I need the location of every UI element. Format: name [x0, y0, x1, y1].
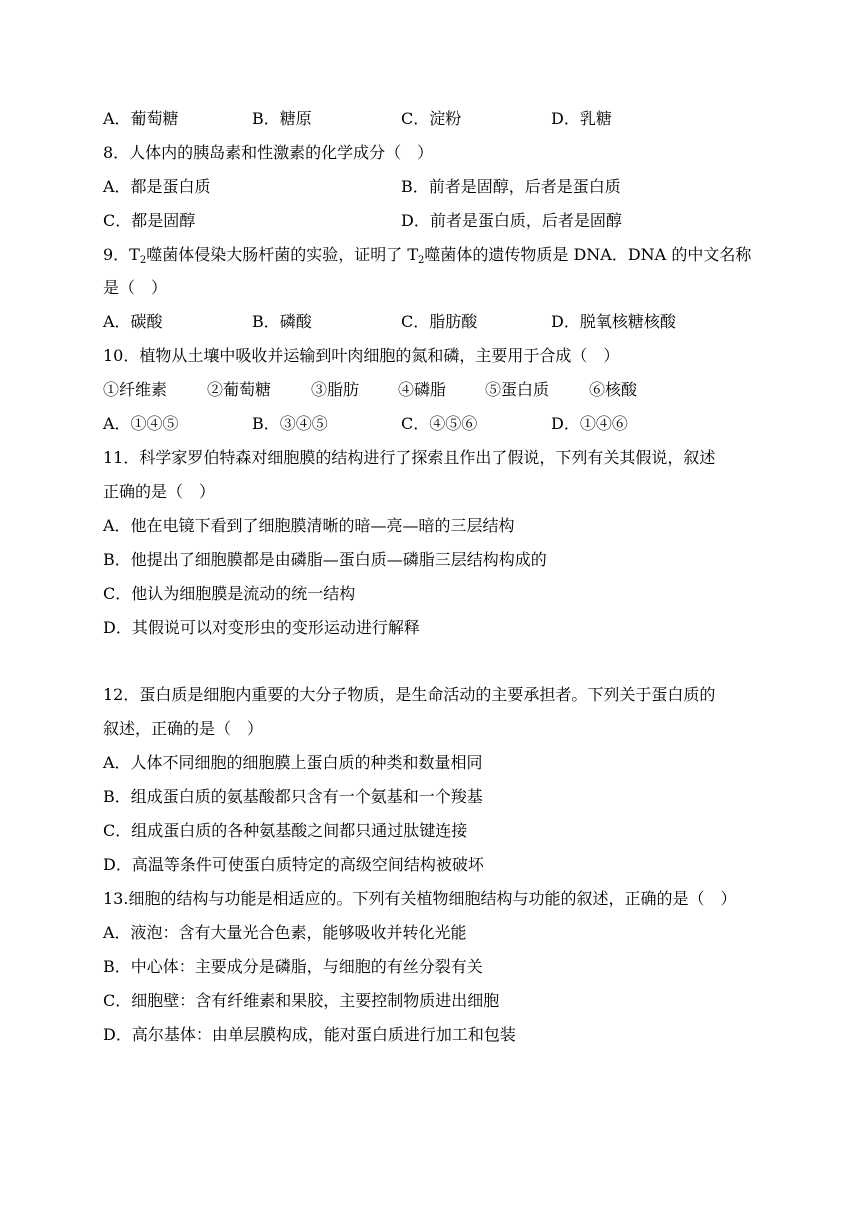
q7-option-c: C．淀粉: [401, 109, 462, 128]
q10-item-3: ③脂肪: [311, 380, 360, 399]
q9-stem-part-c: 噬菌体的遗传物质是 DNA．DNA 的中文名称: [424, 245, 752, 264]
q13-option-d: D．高尔基体：由单层膜构成，能对蛋白质进行加工和包装: [103, 1025, 516, 1044]
q12-stem-line2: 叙述，正确的是（ ）: [103, 719, 264, 738]
q10-item-2: ②葡萄糖: [207, 380, 272, 399]
q8-option-c: C．都是固醇: [103, 211, 196, 230]
q11-stem-line1: 11．科学家罗伯特森对细胞膜的结构进行了探索且作出了假说，下列有关其假说，叙述: [103, 448, 716, 467]
q7-option-a: A．葡萄糖: [103, 109, 179, 128]
q10-stem: 10．植物从土壤中吸收并运输到叶肉细胞的氮和磷，主要用于合成（ ）: [103, 346, 620, 365]
q11-option-c: C．他认为细胞膜是流动的统一结构: [103, 584, 356, 603]
q12-option-b: B．组成蛋白质的氨基酸都只含有一个氨基和一个羧基: [103, 787, 483, 806]
q10-option-a: A．①④⑤: [103, 414, 179, 433]
q11-option-d: D．其假说可以对变形虫的变形运动进行解释: [103, 618, 420, 637]
q9-option-c: C．脂肪酸: [401, 312, 478, 331]
q9-stem-part-b: 噬菌体侵染大肠杆菌的实验，证明了 T: [146, 245, 418, 264]
q7-option-d: D．乳糖: [551, 109, 612, 128]
q11-stem-line2: 正确的是（ ）: [103, 482, 216, 501]
q11-option-b: B．他提出了细胞膜都是由磷脂—蛋白质—磷脂三层结构构成的: [103, 550, 547, 569]
q10-item-4: ④磷脂: [398, 380, 447, 399]
q8-option-d: D．前者是蛋白质，后者是固醇: [401, 211, 622, 230]
q9-stem-part-a: 9．T: [103, 245, 140, 264]
q8-stem: 8．人体内的胰岛素和性激素的化学成分（ ）: [103, 143, 434, 162]
q8-option-b: B．前者是固醇，后者是蛋白质: [401, 177, 621, 196]
q9-stem-line2: 是（ ）: [103, 278, 168, 297]
q13-option-a: A．液泡：含有大量光合色素，能够吸收并转化光能: [103, 923, 467, 942]
q12-option-d: D．高温等条件可使蛋白质特定的高级空间结构被破坏: [103, 855, 484, 874]
q9-subscript-1: 2: [139, 255, 147, 266]
q10-item-6: ⑥核酸: [589, 380, 638, 399]
q10-option-d: D．①④⑥: [551, 414, 628, 433]
q9-option-d: D．脱氧核糖核酸: [551, 312, 676, 331]
q13-stem: 13.细胞的结构与功能是相适应的。下列有关植物细胞结构与功能的叙述，正确的是（ ）: [103, 889, 737, 908]
q9-option-b: B．磷酸: [252, 312, 312, 331]
q10-option-c: C．④⑤⑥: [401, 414, 478, 433]
q10-item-1: ①纤维素: [103, 380, 168, 399]
q12-option-a: A．人体不同细胞的细胞膜上蛋白质的种类和数量相同: [103, 753, 483, 772]
q12-option-c: C．组成蛋白质的各种氨基酸之间都只通过肽键连接: [103, 821, 468, 840]
q11-option-a: A．他在电镜下看到了细胞膜清晰的暗—亮—暗的三层结构: [103, 516, 515, 535]
q8-option-a: A．都是蛋白质: [103, 177, 211, 196]
q9-subscript-2: 2: [418, 255, 425, 266]
q10-item-5: ⑤蛋白质: [485, 380, 550, 399]
q9-stem-line1: [103, 244, 763, 266]
q13-option-c: C．细胞壁：含有纤维素和果胶，主要控制物质进出细胞: [103, 991, 500, 1010]
q12-stem-line1: 12．蛋白质是细胞内重要的大分子物质，是生命活动的主要承担者。下列关于蛋白质的: [103, 685, 716, 704]
q13-option-b: B．中心体：主要成分是磷脂，与细胞的有丝分裂有关: [103, 957, 483, 976]
q7-option-b: B．糖原: [252, 109, 312, 128]
q10-option-b: B．③④⑤: [252, 414, 328, 433]
q9-option-a: A．碳酸: [103, 312, 163, 331]
